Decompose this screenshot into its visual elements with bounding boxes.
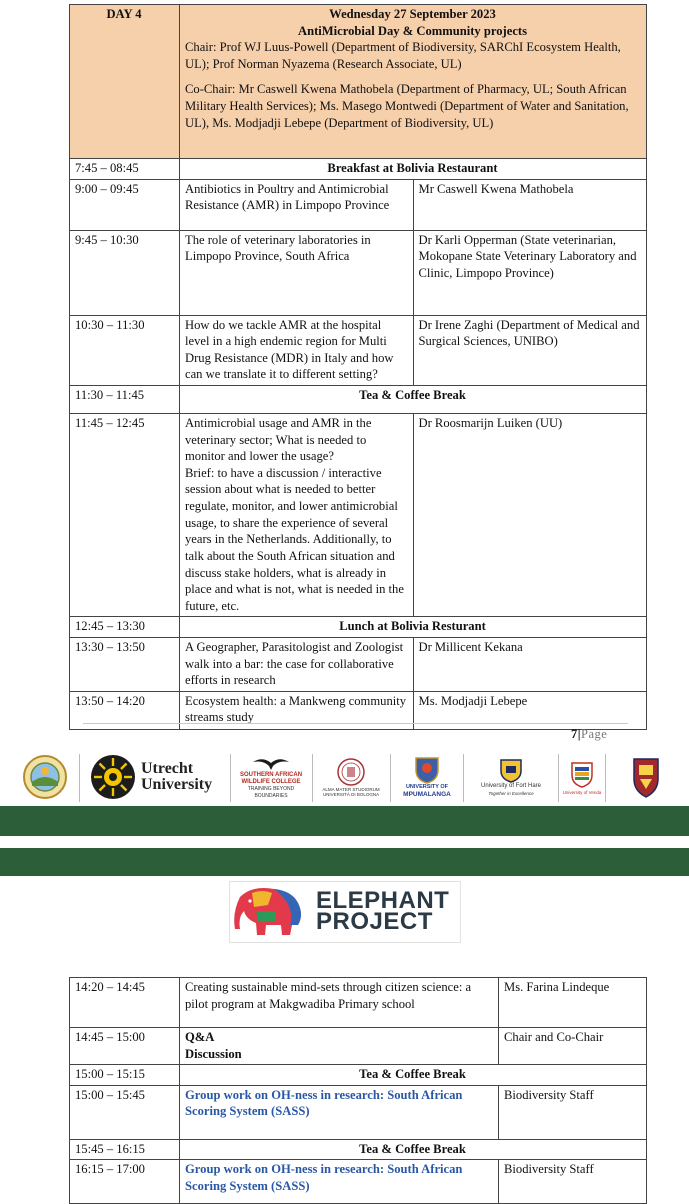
row-time: 14:20 – 14:45 bbox=[70, 978, 180, 1028]
row-time: 12:45 – 13:30 bbox=[70, 617, 180, 638]
cochair-line: Co-Chair: Mr Caswell Kwena Mathobela (Department of Pharmacy, UL; South African Military Health Services); Ms. Masego Montwedi (Department of Water and Sanitation, UL), Ms. Modjadji Lebepe (Department of Biodiversity, UL) bbox=[185, 82, 629, 130]
row-time: 11:45 – 12:45 bbox=[70, 414, 180, 617]
table-row bbox=[70, 1028, 647, 1065]
table-row bbox=[70, 1065, 647, 1086]
logo-separator bbox=[230, 754, 231, 802]
footer-divider bbox=[83, 723, 628, 724]
utrecht-line2: University bbox=[141, 776, 213, 793]
table-row bbox=[70, 159, 647, 180]
table-row bbox=[70, 414, 647, 617]
row-speaker: Dr Roosmarijn Luiken (UU) bbox=[413, 414, 647, 617]
day-date: Wednesday 27 September 2023 bbox=[329, 7, 496, 21]
row-brief: Brief: to have a discussion / interactive session about what is needed to better regulate, monitor, and lower antimicrobial usage, to share the experience of several years in the Netherlands. Additionally, to talk about the South African situation and discuss stake holders, what is already in place and what is not, what is needed in the future, etc. bbox=[185, 465, 404, 613]
row-time: 15:00 – 15:45 bbox=[70, 1085, 180, 1139]
day-theme: AntiMicrobial Day & Community projects bbox=[298, 23, 527, 38]
row-speaker: Dr Karli Opperman (State veterinarian, Mokopane State Veterinary Laboratory and Clinic, Limpopo Province) bbox=[413, 230, 647, 315]
break-label: Tea & Coffee Break bbox=[180, 1065, 647, 1086]
row-time: 7:45 – 08:45 bbox=[70, 159, 180, 180]
limpopo-seal-icon bbox=[22, 754, 68, 800]
wildlife-college-logo: SOUTHERN AFRICAN WILDLIFE COLLEGE TRAINING BEYOND BOUNDARIES bbox=[234, 754, 308, 800]
row-topic: A Geographer, Parasitologist and Zoologist walk into a bar: the case for collaborative efforts in research bbox=[180, 637, 414, 691]
table-row bbox=[70, 637, 647, 691]
row-topic-qa: Q&A Discussion bbox=[180, 1028, 499, 1065]
row-time: 15:00 – 15:15 bbox=[70, 1065, 180, 1086]
elephant-project-banner bbox=[229, 881, 461, 943]
utrecht-line1: Utrecht bbox=[141, 760, 194, 777]
university-of-bologna-logo: ALMA MATER STUDIORUM UNIVERSITÀ DI BOLOGNA bbox=[316, 754, 386, 800]
university-of-venda-logo: University of Venda bbox=[562, 754, 602, 800]
row-speaker: Mr Caswell Kwena Mathobela bbox=[413, 179, 647, 230]
fort-hare-crest-icon bbox=[498, 757, 524, 783]
row-speaker: Ms. Modjadji Lebepe bbox=[413, 691, 647, 729]
page-header-bar bbox=[0, 848, 689, 876]
page-gap bbox=[0, 836, 689, 848]
break-label: Tea & Coffee Break bbox=[180, 1139, 647, 1160]
row-topic: The role of veterinary laboratories in Limpopo Province, South Africa bbox=[180, 230, 414, 315]
row-speaker: Dr Millicent Kekana bbox=[413, 637, 647, 691]
day-label: DAY 4 bbox=[70, 5, 180, 159]
row-speaker: Chair and Co-Chair bbox=[499, 1028, 647, 1065]
page-footer-bar bbox=[0, 806, 689, 836]
utrecht-university-logo bbox=[90, 754, 226, 800]
pretoria-crest-icon bbox=[630, 755, 662, 799]
row-topic: Antimicrobial usage and AMR in the veterinary sector; What is needed to monitor and lower the usage? bbox=[185, 416, 372, 464]
break-label: Lunch at Bolivia Resturant bbox=[180, 617, 647, 638]
row-time: 14:45 – 15:00 bbox=[70, 1028, 180, 1065]
row-speaker: Biodiversity Staff bbox=[499, 1160, 647, 1204]
break-label: Tea & Coffee Break bbox=[180, 386, 647, 414]
table-row bbox=[70, 978, 647, 1028]
logo-separator bbox=[312, 754, 313, 802]
row-time: 9:45 – 10:30 bbox=[70, 230, 180, 315]
row-time: 13:30 – 13:50 bbox=[70, 637, 180, 691]
day-header-details bbox=[180, 5, 647, 159]
row-time: 10:30 – 11:30 bbox=[70, 315, 180, 385]
venda-crest-icon bbox=[569, 759, 595, 789]
row-topic: Group work on OH-ness in research: South African Scoring System (SASS) bbox=[180, 1160, 499, 1204]
row-topic: Ecosystem health: a Mankweng community streams study bbox=[180, 691, 414, 729]
row-time: 13:50 – 14:20 bbox=[70, 691, 180, 729]
row-time: 11:30 – 11:45 bbox=[70, 386, 180, 414]
logo-separator bbox=[463, 754, 464, 802]
page-number: 7|Page bbox=[571, 727, 608, 741]
university-of-fort-hare-logo: University of Fort Hare Together in Excellence bbox=[468, 754, 554, 800]
schedule-table-page-8 bbox=[69, 977, 647, 1204]
university-of-limpopo-logo bbox=[22, 754, 68, 800]
utrecht-sun-icon bbox=[90, 754, 136, 800]
break-label: Breakfast at Bolivia Restaurant bbox=[180, 159, 647, 180]
elephant-project-title: ELEPHANT PROJECT bbox=[316, 887, 450, 935]
logo-separator bbox=[605, 754, 606, 802]
bologna-seal-icon bbox=[336, 757, 366, 787]
row-topic: Creating sustainable mind-sets through citizen science: a pilot program at Makgwadiba Primary school bbox=[180, 978, 499, 1028]
elephant-icon bbox=[232, 883, 314, 941]
wildlife-bird-icon bbox=[251, 754, 291, 772]
logo-separator bbox=[79, 754, 80, 802]
mpumalanga-shield-icon bbox=[414, 756, 440, 784]
row-speaker: Biodiversity Staff bbox=[499, 1085, 647, 1139]
day-header-row bbox=[70, 5, 647, 159]
row-topic: How do we tackle AMR at the hospital level in a high endemic region for Multi Drug Resistance (MDR) in Italy and how can we translate it to different setting? bbox=[180, 315, 414, 385]
university-of-pretoria-logo bbox=[626, 754, 666, 800]
table-row bbox=[70, 1085, 647, 1139]
row-topic: Group work on OH-ness in research: South African Scoring System (SASS) bbox=[180, 1085, 499, 1139]
table-row bbox=[70, 386, 647, 414]
row-time: 9:00 – 09:45 bbox=[70, 179, 180, 230]
table-row bbox=[70, 315, 647, 385]
row-time: 15:45 – 16:15 bbox=[70, 1139, 180, 1160]
row-topic: Antibiotics in Poultry and Antimicrobial Resistance (AMR) in Limpopo Province bbox=[180, 179, 414, 230]
row-time: 16:15 – 17:00 bbox=[70, 1160, 180, 1204]
table-row bbox=[70, 617, 647, 638]
logo-separator bbox=[558, 754, 559, 802]
chair-line: Chair: Prof WJ Luus-Powell (Department of Biodiversity, SARChI Ecosystem Health, UL); Prof Norman Nyazema (Research Associate, UL) bbox=[185, 40, 621, 71]
table-row bbox=[70, 1139, 647, 1160]
schedule-table-page-7 bbox=[69, 4, 647, 730]
table-row bbox=[70, 1160, 647, 1204]
table-row bbox=[70, 179, 647, 230]
table-row bbox=[70, 230, 647, 315]
university-of-mpumalanga-logo: UNIVERSITY OF MPUMALANGA bbox=[394, 754, 460, 800]
logo-separator bbox=[390, 754, 391, 802]
row-speaker: Ms. Farina Lindeque bbox=[499, 978, 647, 1028]
row-topic-block bbox=[180, 414, 414, 617]
row-speaker: Dr Irene Zaghi (Department of Medical and Surgical Sciences, UNIBO) bbox=[413, 315, 647, 385]
